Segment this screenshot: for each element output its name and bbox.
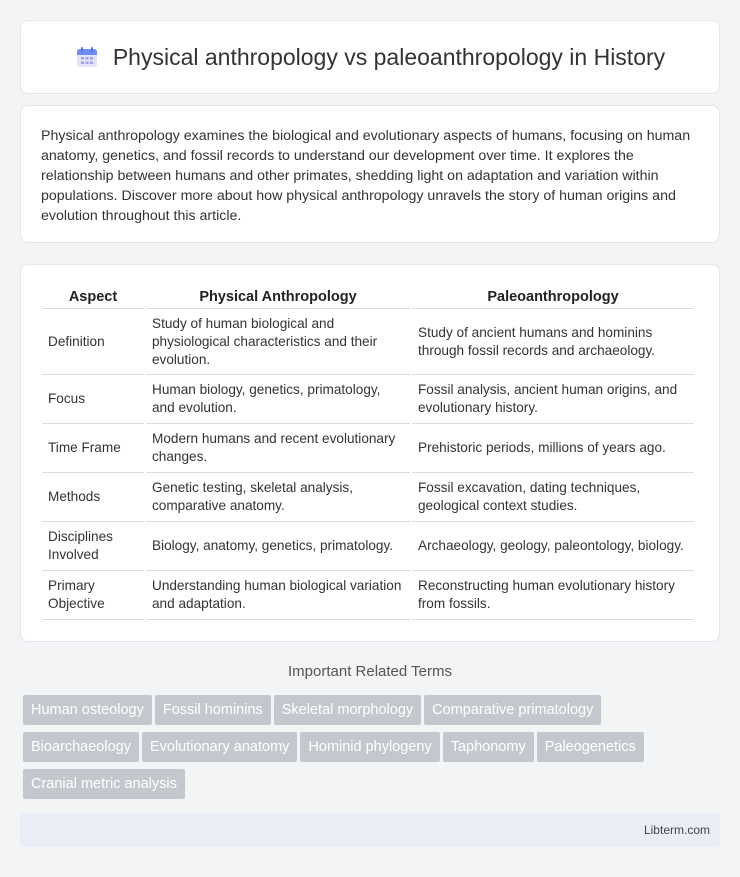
related-term-tag[interactable]: Skeletal morphology (274, 695, 421, 725)
cell-physical: Genetic testing, skeletal analysis, comparative anatomy. (146, 473, 410, 522)
related-term-tag[interactable]: Paleogenetics (537, 732, 644, 762)
cell-paleo: Fossil excavation, dating techniques, geological context studies. (412, 473, 694, 522)
table-row (42, 473, 694, 522)
header-physical: Physical Anthropology (146, 285, 410, 309)
cell-physical: Understanding human biological variation and adaptation. (146, 571, 410, 620)
cell-paleo: Reconstructing human evolutionary history from fossils. (412, 571, 694, 620)
comparison-table (40, 285, 696, 620)
related-term-tag[interactable]: Human osteology (23, 695, 152, 725)
cell-paleo: Fossil analysis, ancient human origins, and evolutionary history. (412, 375, 694, 424)
cell-physical: Biology, anatomy, genetics, primatology. (146, 522, 410, 571)
intro-card (20, 105, 720, 243)
cell-paleo: Prehistoric periods, millions of years ago. (412, 424, 694, 473)
header-paleo: Paleoanthropology (412, 285, 694, 309)
related-terms-list (23, 695, 723, 806)
header-aspect: Aspect (42, 285, 144, 309)
header-card (20, 20, 720, 94)
cell-paleo: Study of ancient humans and hominins through fossil records and archaeology. (412, 309, 694, 375)
related-term-tag[interactable]: Taphonomy (443, 732, 534, 762)
cell-aspect: Focus (42, 375, 144, 424)
related-term-tag[interactable]: Hominid phylogeny (300, 732, 439, 762)
table-header-row (42, 285, 694, 309)
table-row (42, 375, 694, 424)
cell-aspect: Time Frame (42, 424, 144, 473)
cell-aspect: Disciplines Involved (42, 522, 144, 571)
cell-aspect: Primary Objective (42, 571, 144, 620)
table-row (42, 424, 694, 473)
table-row (42, 522, 694, 571)
related-term-tag[interactable]: Evolutionary anatomy (142, 732, 297, 762)
intro-paragraph: Physical anthropology examines the biological and evolutionary aspects of humans, focusing on human anatomy, genetics, and fossil records to understand our development over time. It explores the relationship between humans and other primates, shedding light on adaptation and variation within populations. Discover more about how physical anthropology unravels the story of human origins and evolution throughout this article. (41, 128, 691, 224)
table-row (42, 309, 694, 375)
footer-brand-link[interactable]: Libterm.com (643, 823, 710, 837)
cell-aspect: Methods (42, 473, 144, 522)
comparison-card (20, 264, 720, 642)
related-term-tag[interactable]: Bioarchaeology (23, 732, 139, 762)
page-title: Physical anthropology vs paleoanthropology in History (112, 43, 666, 70)
footer (20, 813, 720, 847)
related-term-tag[interactable]: Comparative primatology (424, 695, 601, 725)
cell-paleo: Archaeology, geology, paleontology, biology. (412, 522, 694, 571)
cell-physical: Study of human biological and physiological characteristics and their evolution. (146, 309, 410, 375)
related-term-tag[interactable]: Cranial metric analysis (23, 769, 185, 799)
related-terms-title: Important Related Terms (288, 663, 452, 680)
cell-aspect: Definition (42, 309, 144, 375)
related-term-tag[interactable]: Fossil hominins (155, 695, 271, 725)
calendar-icon (75, 45, 99, 69)
table-row (42, 571, 694, 620)
cell-physical: Human biology, genetics, primatology, and evolution. (146, 375, 410, 424)
cell-physical: Modern humans and recent evolutionary changes. (146, 424, 410, 473)
